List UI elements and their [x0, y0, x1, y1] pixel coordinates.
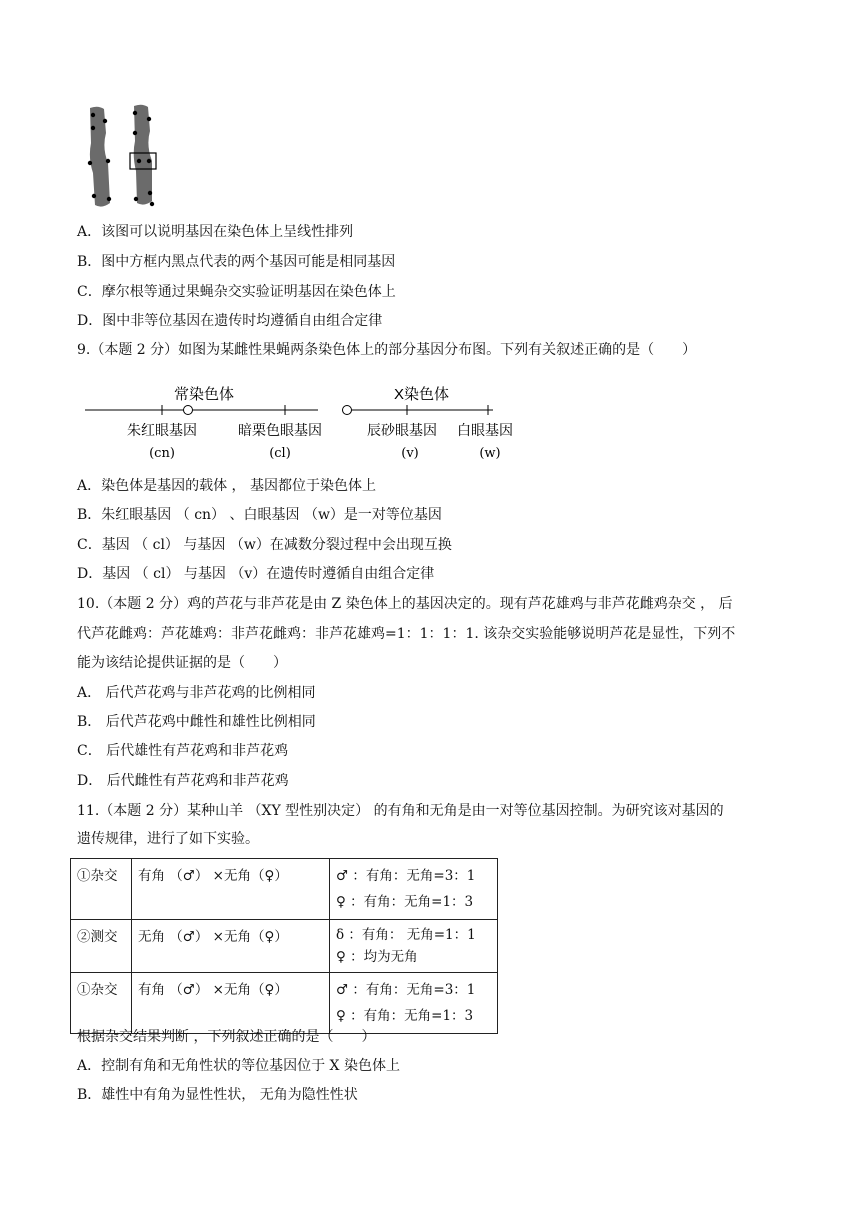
q9-option-c: C．基因 （ cl） 与基因 （w）在减数分裂过程中会出现互换: [77, 537, 452, 553]
q10-option-b: B． 后代芦花鸡中雌性和雄性比例相同: [77, 714, 316, 730]
q11-after-table: 根据杂交结果判断 ，下列叙述正确的是（ ）: [77, 1029, 376, 1045]
q10-stem-line2: 代芦花雌鸡：芦花雄鸡：非芦花雌鸡：非芦花雄鸡=1：1：1：1. 该杂交实验能够说明芦花是显性，下列不: [77, 626, 736, 642]
gene-symbol-cn: (cn): [149, 446, 175, 461]
q10-stem-line1: 10.（本题 2 分）鸡的芦花与非芦花是由 Z 染色体上的基因决定的。现有芦花雄鸡与非芦花雌鸡杂交 ， 后: [77, 596, 733, 612]
q11-stem-line1: 11.（本题 2 分）某种山羊 （XY 型性别决定） 的有角和无角是由一对等位基因控制。为研究该对基因的: [77, 803, 724, 819]
cross-type: ①杂交: [71, 973, 132, 1034]
gene-name-cn: 朱红眼基因: [127, 422, 197, 438]
cross-type: ②测交: [71, 920, 132, 973]
parents: 有角 （♂） ×无角（♀）: [132, 973, 330, 1034]
parents: 有角 （♂） ×无角（♀）: [132, 859, 330, 920]
results: ♂ ：有角：无角=3：1 ♀ ：有角：无角=1：3: [330, 973, 498, 1034]
x-chromosome-label: X染色体: [394, 386, 450, 403]
q9-stem: 9.（本题 2 分）如图为某雌性果蝇两条染色体上的部分基因分布图。下列有关叙述正确的是（ ）: [77, 342, 697, 358]
gene-map-figure: [80, 380, 530, 465]
gene-symbol-cl: (cl): [269, 446, 291, 461]
cross-type: ①杂交: [71, 859, 132, 920]
gene-symbol-w: (w): [479, 446, 501, 461]
gene-name-cl: 暗栗色眼基因: [238, 422, 322, 438]
results: δ ：有角： 无角=1：1 ♀ ：均为无角: [330, 920, 498, 973]
q8-option-c: C．摩尔根等通过果蝇杂交实验证明基因在染色体上: [77, 284, 396, 300]
chromosome-figure: [82, 103, 162, 213]
q9-option-a: A．染色体是基因的载体 ， 基因都位于染色体上: [77, 478, 377, 494]
q11-stem-line2: 遗传规律，进行了如下实验。: [77, 831, 259, 847]
q10-option-d: D． 后代雌性有芦花鸡和非芦花鸡: [77, 773, 289, 789]
q11-option-a: A．控制有角和无角性状的等位基因位于 X 染色体上: [77, 1058, 400, 1074]
table-row: [71, 973, 498, 1034]
gene-name-w: 白眼基因: [457, 422, 513, 438]
q8-option-a: A．该图可以说明基因在染色体上呈线性排列: [77, 224, 354, 240]
q10-option-c: C． 后代雄性有芦花鸡和非芦花鸡: [77, 743, 289, 759]
q10-stem-line3: 能为该结论提供证据的是（ ）: [77, 655, 287, 671]
gene-name-v: 辰砂眼基因: [367, 422, 437, 438]
q8-option-b: B．图中方框内黑点代表的两个基因可能是相同基因: [77, 254, 396, 270]
autosome-label: 常染色体: [174, 386, 235, 403]
q9-option-d: D．基因 （ cl） 与基因 （v）在遗传时遵循自由组合定律: [77, 566, 435, 582]
table-row: [71, 859, 498, 920]
table-row: [71, 920, 498, 973]
q9-option-b: B．朱红眼基因 （ cn） 、白眼基因 （w）是一对等位基因: [77, 507, 442, 523]
results: ♂ ：有角：无角=3：1 ♀ ：有角：无角=1：3: [330, 859, 498, 920]
q10-option-a: A． 后代芦花鸡与非芦花鸡的比例相同: [77, 685, 316, 701]
q8-option-d: D．图中非等位基因在遗传时均遵循自由组合定律: [77, 313, 383, 329]
q11-option-b: B．雄性中有角为显性性状， 无角为隐性性状: [77, 1087, 358, 1103]
gene-symbol-v: (v): [401, 446, 419, 461]
q11-experiment-table: [70, 858, 498, 1034]
parents: 无角 （♂） ×无角（♀）: [132, 920, 330, 973]
